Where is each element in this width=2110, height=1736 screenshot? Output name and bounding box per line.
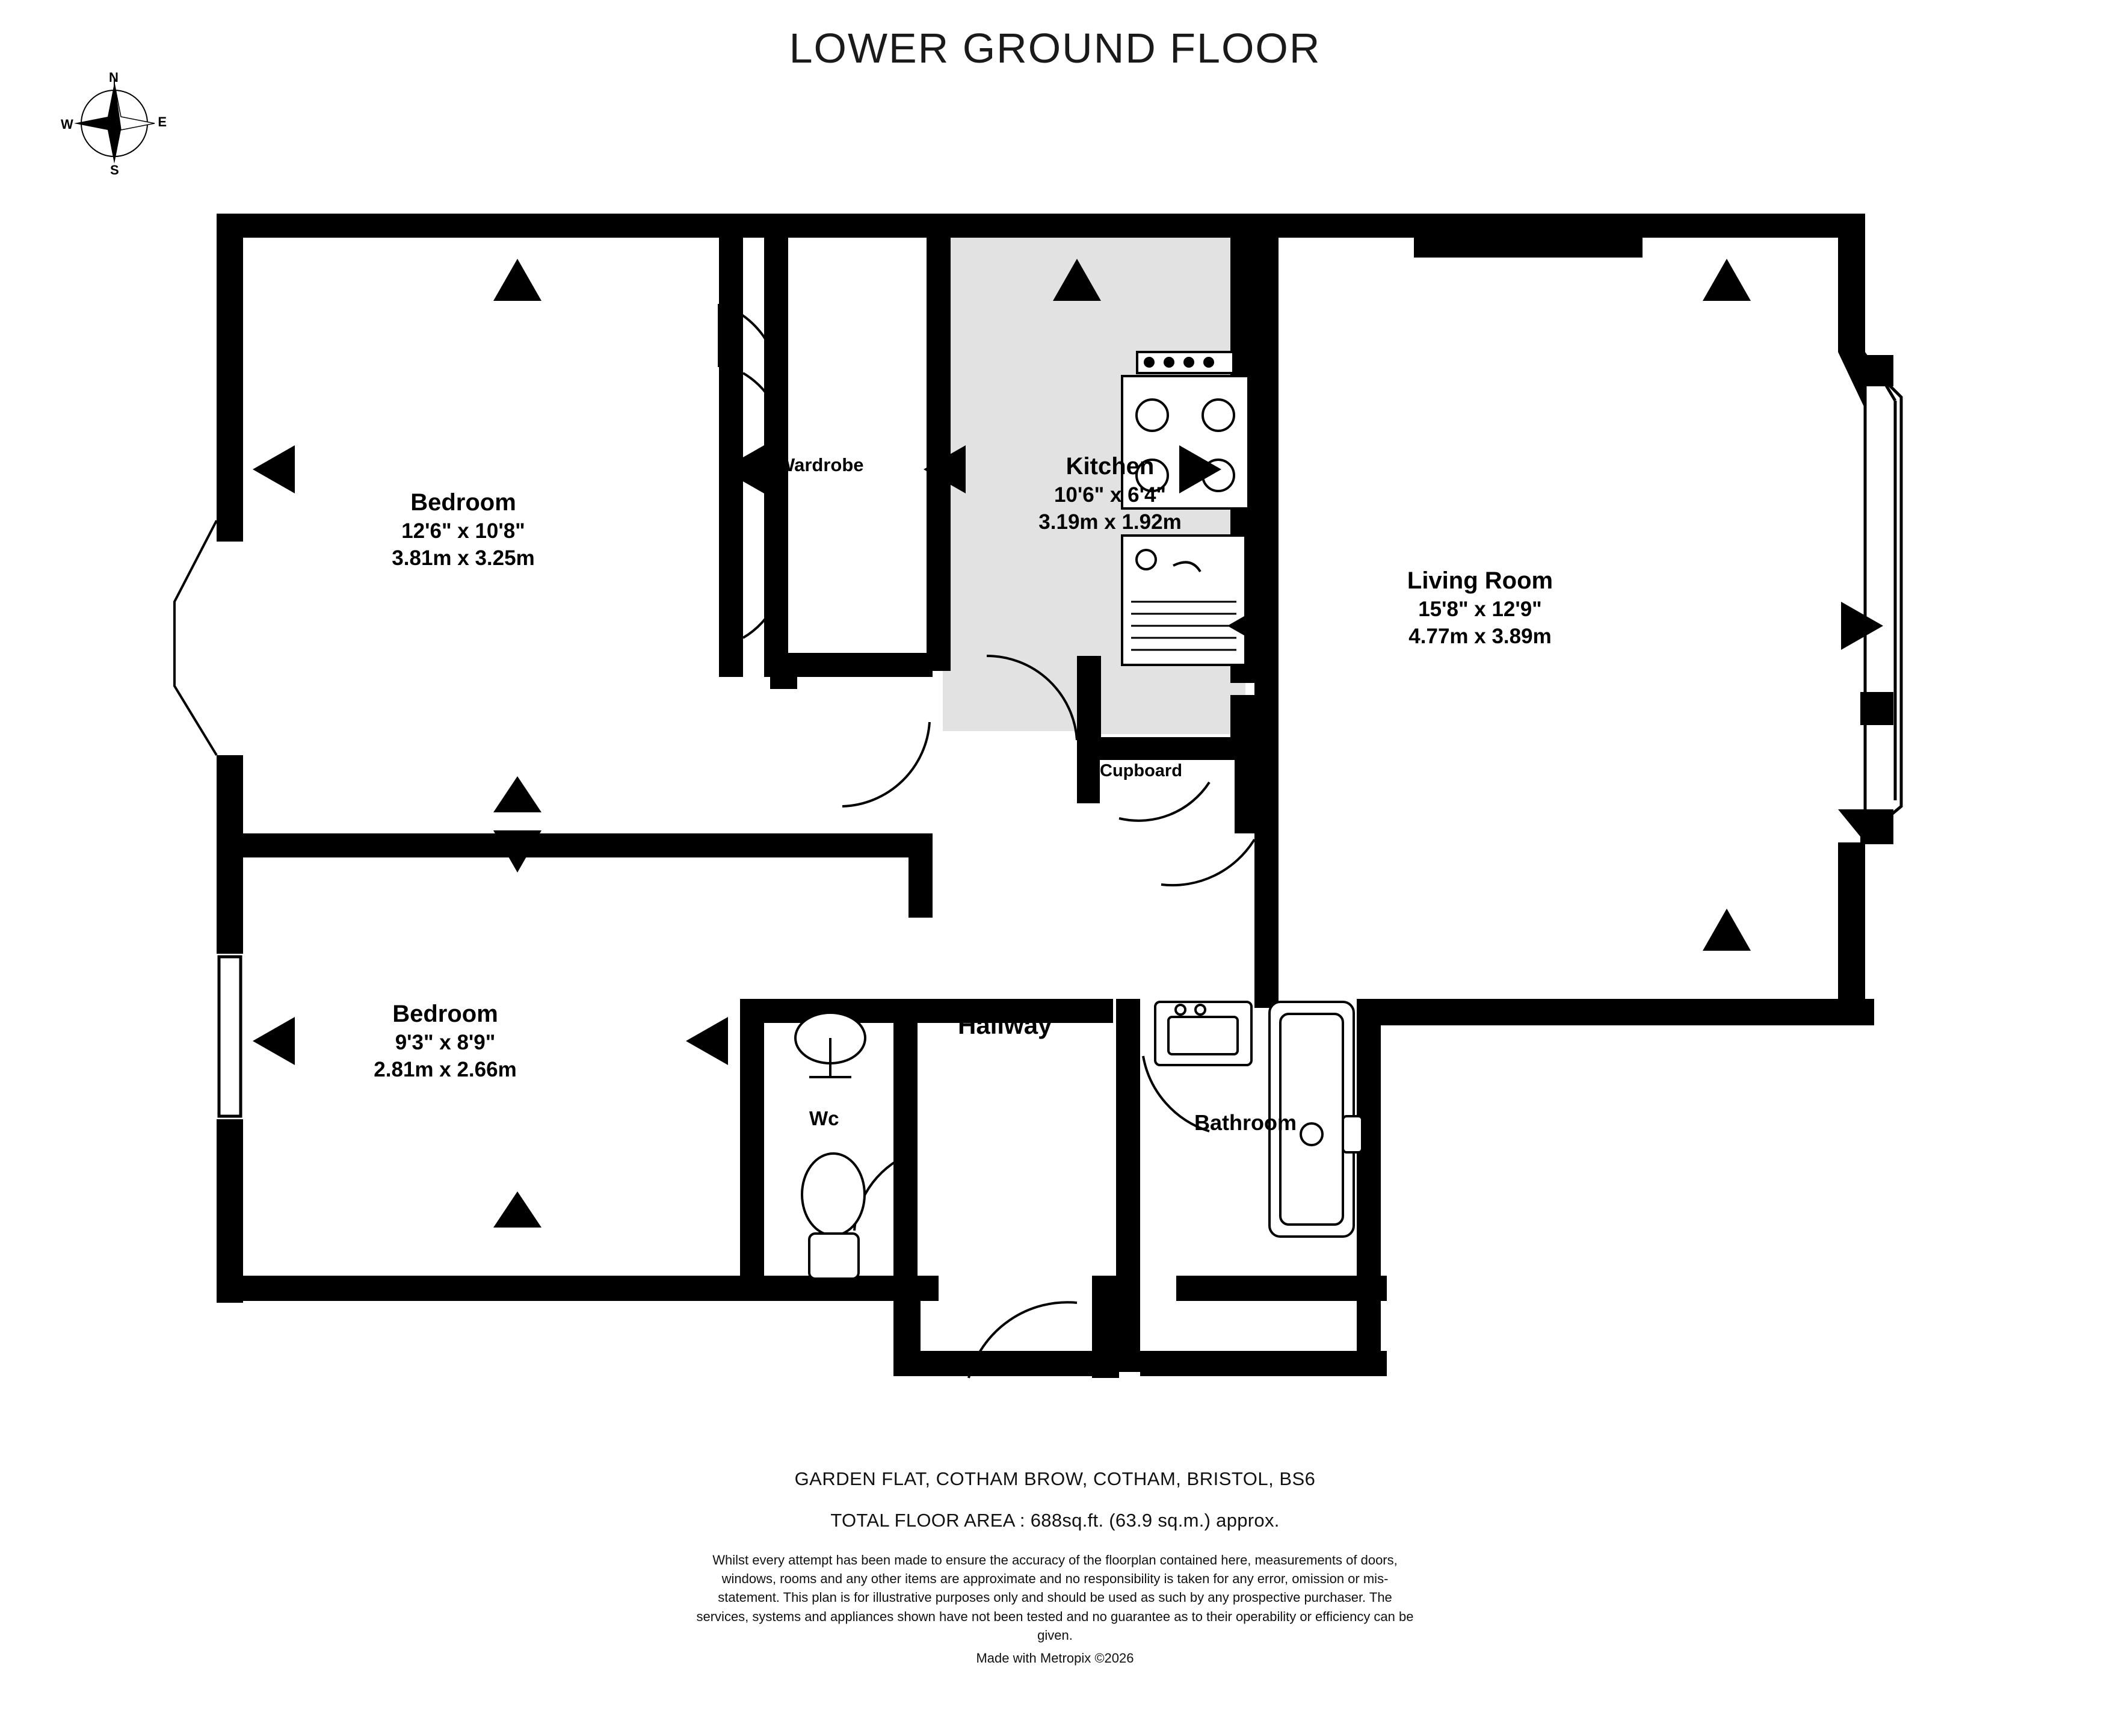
label-wc: Wc <box>809 1107 839 1129</box>
page-title: LOWER GROUND FLOOR <box>789 25 1321 72</box>
compass-north-label: N <box>109 70 119 85</box>
room-dim-metric: 3.81m x 3.25m <box>392 546 535 570</box>
room-dim-metric: 2.81m x 2.66m <box>374 1057 517 1081</box>
window-bedroom2-left <box>219 957 241 1116</box>
room-dim-imperial: 15'8" x 12'9" <box>1418 598 1542 622</box>
room-dim-imperial: 10'6" x 6'4" <box>1053 483 1167 507</box>
footer <box>0 1468 2110 1666</box>
compass-south-label: S <box>110 162 119 178</box>
bay-window-right <box>1865 361 1901 836</box>
room-name: Bedroom <box>392 1001 498 1027</box>
room-dim-imperial: 9'3" x 8'9" <box>395 1031 496 1055</box>
wc-basin-icon <box>795 1013 865 1077</box>
room-name: Kitchen <box>1066 453 1155 480</box>
bathroom-basin-icon <box>1155 1002 1251 1065</box>
room-name: Living Room <box>1407 567 1553 594</box>
label-wardrobe: Wardrobe <box>777 454 864 475</box>
label-bathroom: Bathroom <box>1194 1110 1297 1135</box>
room-dim-imperial: 12'6" x 10'8" <box>401 519 525 543</box>
room-dim-metric: 3.19m x 1.92m <box>1038 510 1182 534</box>
room-label-bedroom1 <box>289 487 638 572</box>
room-label-kitchen <box>951 451 1269 536</box>
room-name: Bedroom <box>410 489 516 516</box>
kitchen-sink-icon <box>1122 536 1245 665</box>
room-label-bedroom2 <box>265 999 626 1084</box>
window-living-top <box>1414 217 1643 258</box>
disclaimer-text: Whilst every attempt has been made to ensure the accuracy of the floorplan contained here, measurements of doors, windows, rooms and any other items are approximate and no responsibility is taken for any error, omission or mis-statement. This plan is for illustrative purposes only and should be used as such by any prospective purchaser. The services, systems and appliances shown have not been tested and no guarantee as to their operability or efficiency can be given. <box>696 1552 1414 1643</box>
label-hallway: Hallway <box>958 1011 1052 1039</box>
wc-toilet-icon <box>802 1154 865 1279</box>
left-bay-walls <box>174 520 217 755</box>
compass-east-label: E <box>158 114 167 129</box>
room-dim-metric: 4.77m x 3.89m <box>1408 624 1552 648</box>
property-address: GARDEN FLAT, COTHAM BROW, COTHAM, BRISTOL, BS6 <box>794 1468 1316 1489</box>
room-label-living-room <box>1282 566 1679 650</box>
total-floor-area: TOTAL FLOOR AREA : 688sq.ft. (63.9 sq.m.) approx. <box>830 1510 1280 1531</box>
made-with-credit: Made with Metropix ©2026 <box>976 1651 1134 1666</box>
compass-west-label: W <box>61 117 73 132</box>
label-cupboard: Cupboard <box>1100 761 1182 780</box>
